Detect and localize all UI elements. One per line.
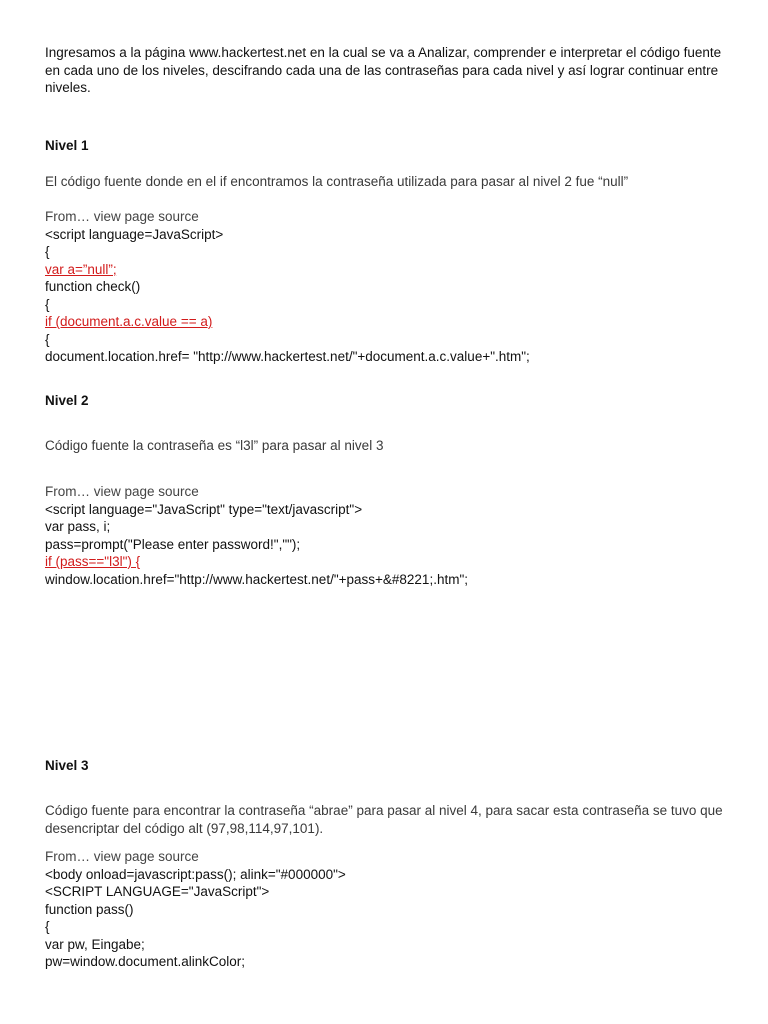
code-line: { [45, 244, 50, 259]
code-line: From… view page source [45, 484, 199, 499]
code-line: function pass() [45, 901, 134, 917]
code-line: { [45, 919, 50, 934]
nivel-1-code-block [45, 208, 735, 366]
code-line: document.location.href= "http://www.hackertest.net/"+document.a.c.value+".htm"; [45, 349, 530, 364]
code-line-highlight: var a=”null”; [45, 261, 117, 277]
nivel-3-description: Código fuente para encontrar la contraseña “abrae” para pasar al nivel 4, para sacar esta contraseña se tuvo que desencriptar del código alt (97,98,114,97,101). [45, 803, 723, 836]
code-line: var pw, Eingabe; [45, 936, 145, 952]
code-line: window.location.href="http://www.hackertest.net/"+pass+&#8221;.htm"; [45, 571, 468, 587]
code-line-highlight: if (document.a.c.value == a) [45, 314, 213, 329]
code-line: { [45, 296, 50, 312]
code-line: pw=window.document.alinkColor; [45, 954, 245, 969]
code-line-highlight: if (pass=="l3l") { [45, 554, 141, 569]
code-line: var pass, i; [45, 519, 111, 534]
nivel-2-description: Código fuente la contraseña es “l3l” para pasar al nivel 3 [45, 438, 384, 453]
code-line: <SCRIPT LANGUAGE="JavaScript"> [45, 884, 270, 899]
nivel-2-code-block [45, 483, 735, 588]
code-line: pass=prompt("Please enter password!",""); [45, 536, 301, 552]
nivel-3-heading: Nivel 3 [45, 758, 89, 773]
nivel-3-code-block [45, 848, 735, 971]
nivel-1-heading: Nivel 1 [45, 138, 89, 153]
code-line: From… view page source [45, 209, 199, 224]
code-line: <script language="JavaScript" type="text/javascript"> [45, 501, 363, 517]
nivel-1-description: El código fuente donde en el if encontramos la contraseña utilizada para pasar al nivel 2 fue “null” [45, 174, 629, 189]
document-page [45, 0, 735, 1024]
code-line: function check() [45, 279, 141, 294]
code-line: { [45, 331, 50, 347]
code-line: From… view page source [45, 849, 199, 864]
intro-paragraph: Ingresamos a la página www.hackertest.net en la cual se va a Analizar, comprender e interpretar el código fuente en cada uno de los niveles, descifrando cada una de las contraseñas para cada nivel y así lograr continuar entre niveles. [45, 45, 722, 95]
code-line: <body onload=javascript:pass(); alink="#000000"> [45, 866, 346, 882]
code-line: <script language=JavaScript> [45, 226, 224, 242]
nivel-2-heading: Nivel 2 [45, 393, 89, 408]
